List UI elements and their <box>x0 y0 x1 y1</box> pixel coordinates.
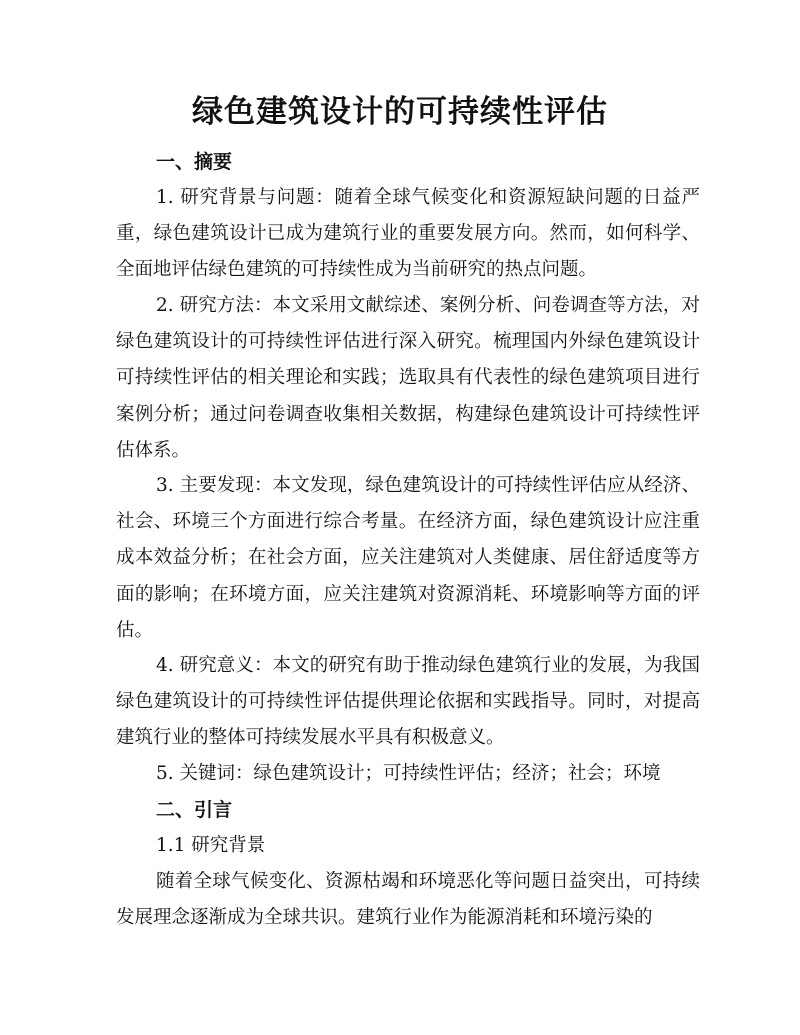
section-heading-abstract: 一、摘要 <box>156 151 233 173</box>
introduction-paragraph: 随着全球气候变化、资源枯竭和环境恶化等问题日益突出，可持续发展理念逐渐成为全球共识。建筑行业作为能源消耗和环境污染的 <box>116 871 700 929</box>
abstract-item-method: 2. 研究方法：本文采用文献综述、案例分析、问卷调查等方法，对绿色建筑设计的可持续性评估进行深入研究。梳理国内外绿色建筑设计可持续性评估的相关理论和实践；选取具有代表性的绿色建筑项目进行案例分析；通过问卷调查收集相关数据，构建绿色建筑设计可持续性评估体系。 <box>116 295 700 461</box>
section-heading-introduction: 二、引言 <box>156 799 233 821</box>
document-title: 绿色建筑设计的可持续性评估 <box>192 94 608 130</box>
abstract-item-keywords: 5. 关键词：绿色建筑设计；可持续性评估；经济；社会；环境 <box>156 763 661 784</box>
abstract-item-findings: 3. 主要发现：本文发现，绿色建筑设计的可持续性评估应从经济、社会、环境三个方面进行综合考量。在经济方面，绿色建筑设计应注重成本效益分析；在社会方面，应关注建筑对人类健康、居住舒适度等方面的影响；在环境方面，应关注建筑对资源消耗、环境影响等方面的评估。 <box>116 475 700 641</box>
abstract-item-significance: 4. 研究意义：本文的研究有助于推动绿色建筑行业的发展，为我国绿色建筑设计的可持续性评估提供理论依据和实践指导。同时，对提高建筑行业的整体可持续发展水平具有积极意义。 <box>116 655 700 749</box>
subsection-heading-background: 1.1 研究背景 <box>156 835 266 856</box>
abstract-item-background: 1. 研究背景与问题：随着全球气候变化和资源短缺问题的日益严重，绿色建筑设计已成为建筑行业的重要发展方向。然而，如何科学、全面地评估绿色建筑的可持续性成为当前研究的热点问题。 <box>116 187 700 281</box>
